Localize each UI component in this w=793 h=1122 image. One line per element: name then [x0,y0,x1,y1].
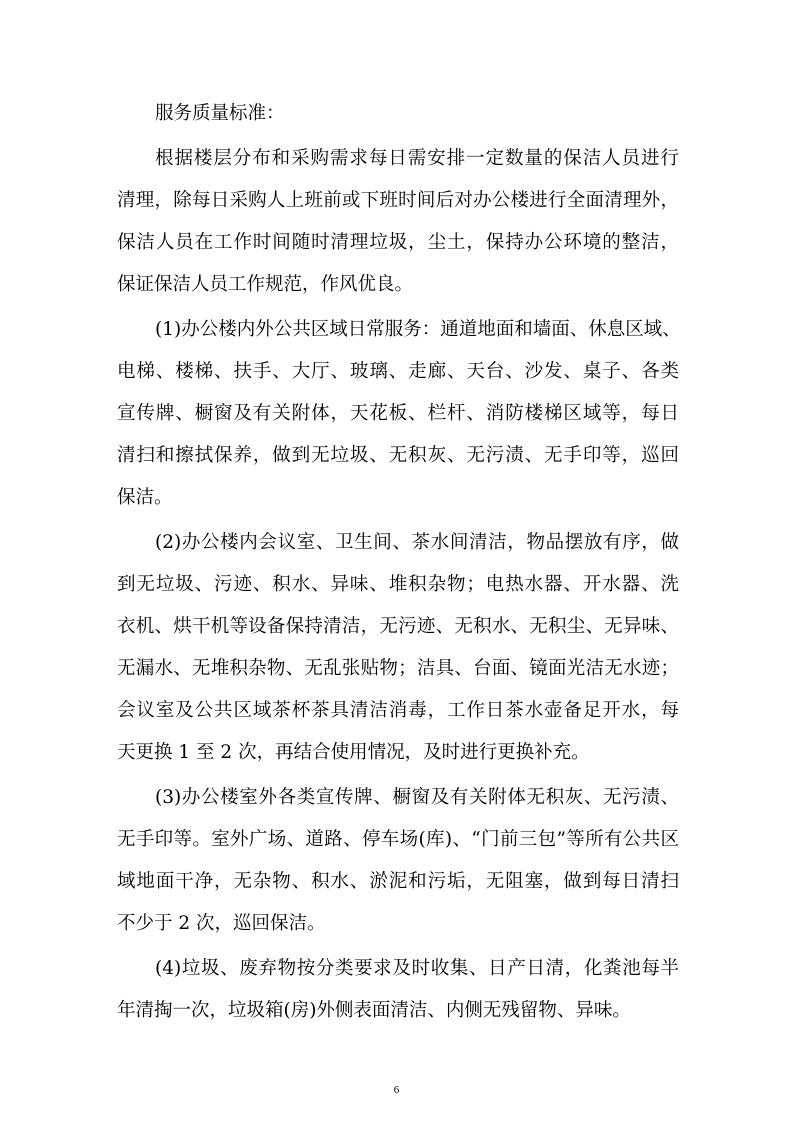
page-number: 6 [393,1084,400,1096]
document-body [117,93,679,1032]
paragraph-line: 年清掏一次，垃圾箱(房)外侧表面清洁、内侧无残留物、异味。 [117,1000,631,1021]
paragraph-line: 衣机、烘干机等设备保持清洁，无污迹、无积水、无积尘、无异味、 [117,616,679,637]
paragraph-line: 保洁人员在工作时间随时清理垃圾，尘土，保持办公环境的整洁， [117,232,679,253]
item-4-paragraph [117,948,679,1032]
paragraph-line: 会议室及公共区域茶杯茶具清洁消毒，工作日茶水壶备足开水，每 [117,700,679,721]
paragraph-line: (3)办公楼室外各类宣传牌、橱窗及有关附体无积灰、无污渍、 [155,787,679,808]
paragraph-line: 无手印等。室外广场、道路、停车场(库)、“门前三包”等所有公共区 [117,829,679,850]
paragraph-line: 到无垃圾、污迹、积水、异味、堆积杂物；电热水器、开水器、洗 [117,574,679,595]
paragraph-line: 清理，除每日采购人上班前或下班时间后对办公楼进行全面清理外， [117,190,679,211]
paragraph-line: (2)办公楼内会议室、卫生间、茶水间清洁，物品摆放有序，做 [155,532,679,553]
paragraph-line: 保证保洁人员工作规范，作风优良。 [117,274,414,295]
section-heading: 服务质量标准： [155,103,285,124]
item-1-paragraph [117,309,679,519]
paragraph-line: 域地面干净，无杂物、积水、淤泥和污垢，无阻塞，做到每日清扫 [117,871,679,892]
paragraph-line: 电梯、楼梯、扶手、大厅、玻璃、走廊、天台、沙发、桌子、各类 [117,361,679,382]
item-2-paragraph [117,522,679,774]
paragraph-line: 无漏水、无堆积杂物、无乱张贴物；洁具、台面、镜面光洁无水迹； [117,658,679,679]
paragraph-line: 清扫和擦拭保养，做到无垃圾、无积灰、无污渍、无手印等，巡回 [117,445,679,466]
paragraph-line: 保洁。 [117,487,173,508]
paragraph-line: 宣传牌、橱窗及有关附体，天花板、栏杆、消防楼梯区域等，每日 [117,403,679,424]
paragraph-line: (1)办公楼内外公共区域日常服务：通道地面和墙面、休息区域、 [155,319,681,340]
paragraph-line: 根据楼层分布和采购需求每日需安排一定数量的保洁人员进行 [155,148,679,169]
item-3-paragraph [117,777,679,945]
paragraph-line: 不少于 2 次，巡回保洁。 [117,913,326,934]
paragraph-line: (4)垃圾、废弃物按分类要求及时收集、日产日清，化粪池每半 [155,958,679,979]
intro-paragraph [117,138,679,306]
paragraph-line: 天更换 1 至 2 次，再结合使用情况，及时进行更换补充。 [117,742,590,763]
